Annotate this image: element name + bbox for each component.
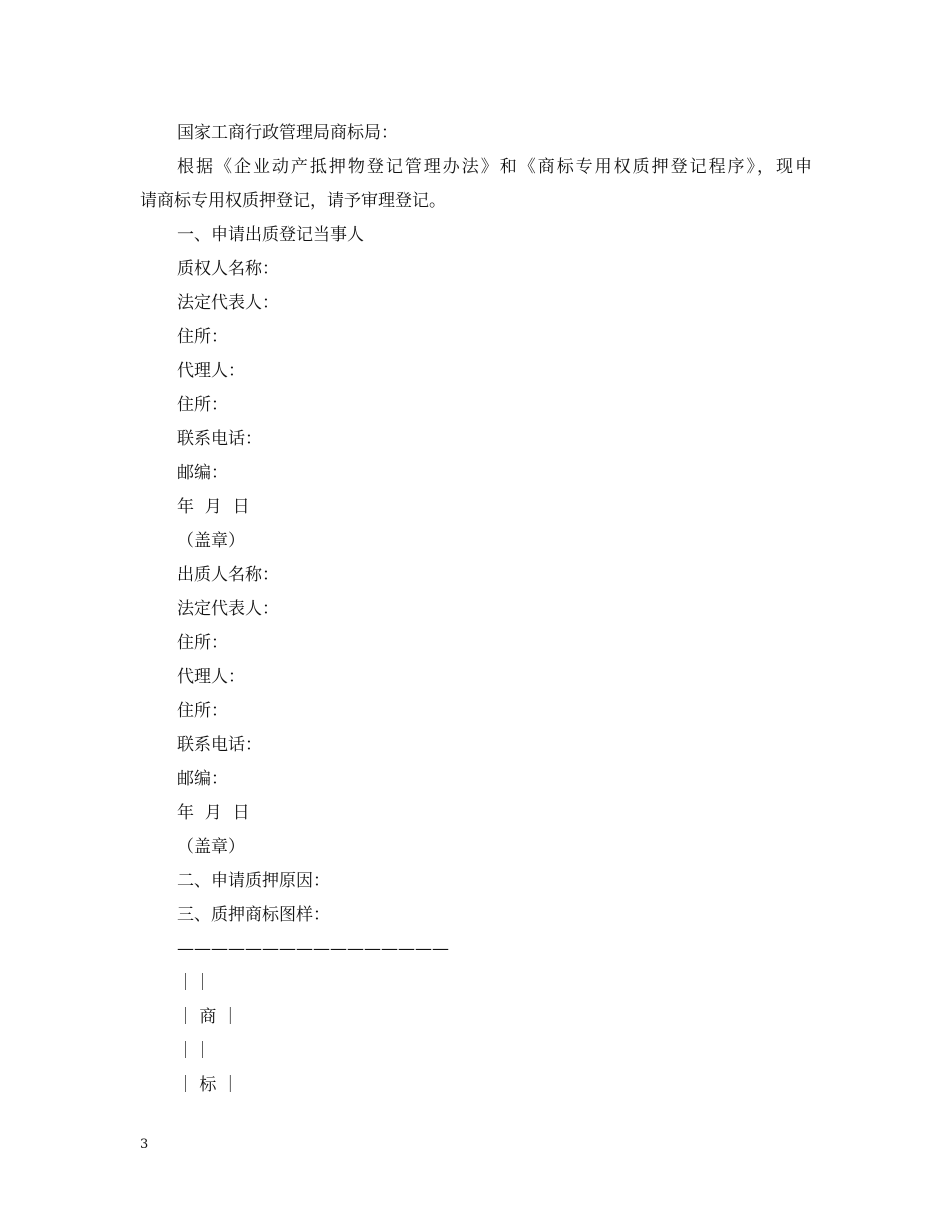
trademark-box-row-1: ｜｜ [177, 973, 211, 993]
intro-line-1: 根据《企业动产抵押物登记管理办法》和《商标专用权质押登记程序》，现申 [177, 157, 812, 177]
pledgee-phone-label: 联系电话： [177, 429, 262, 449]
trademark-box-row-2: ｜ 商 ｜ [177, 1007, 239, 1027]
trademark-box-top-border: ———————————————— [177, 939, 449, 959]
pledgee-seal-label: （盖章） [177, 531, 245, 551]
pledgee-date-label: 年 月 日 [177, 497, 250, 517]
pledgee-agent-label: 代理人： [177, 361, 245, 381]
pledgor-address-label: 住所： [177, 633, 228, 653]
section2-title: 二、申请质押原因： [177, 871, 330, 891]
trademark-box-row-4: ｜ 标 ｜ [177, 1075, 239, 1095]
pledgor-rep-label: 法定代表人： [177, 599, 279, 619]
intro-line-2: 请商标专用权质押登记，请予审理登记。 [140, 191, 446, 211]
pledgee-agent-address-label: 住所： [177, 395, 228, 415]
pledgee-name-label: 质权人名称： [177, 259, 279, 279]
pledgee-rep-label: 法定代表人： [177, 293, 279, 313]
page-number: 3 [140, 1137, 149, 1152]
section3-title: 三、质押商标图样： [177, 905, 330, 925]
pledgor-postcode-label: 邮编： [177, 769, 228, 789]
pledgor-seal-label: （盖章） [177, 837, 245, 857]
pledgor-agent-label: 代理人： [177, 667, 245, 687]
document-body [140, 116, 812, 1102]
pledgor-name-label: 出质人名称： [177, 565, 279, 585]
trademark-box-row-3: ｜｜ [177, 1041, 211, 1061]
recipient-line: 国家工商行政管理局商标局： [177, 123, 398, 143]
pledgor-agent-address-label: 住所： [177, 701, 228, 721]
section1-title: 一、申请出质登记当事人 [177, 225, 364, 245]
pledgor-date-label: 年 月 日 [177, 803, 250, 823]
pledgee-postcode-label: 邮编： [177, 463, 228, 483]
pledgee-address-label: 住所： [177, 327, 228, 347]
pledgor-phone-label: 联系电话： [177, 735, 262, 755]
